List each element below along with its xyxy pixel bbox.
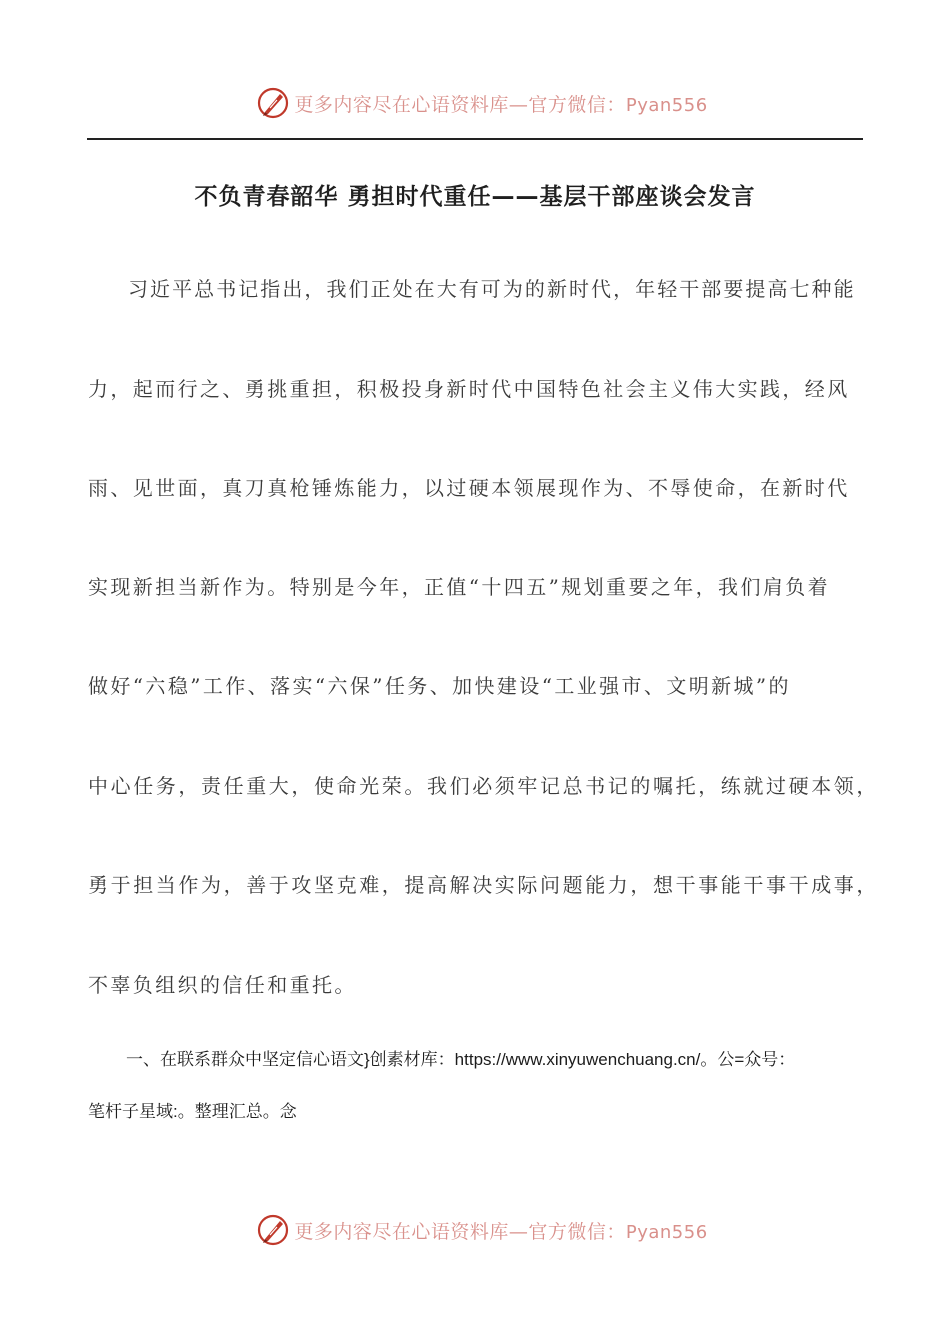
wechat-id: Pyan556 xyxy=(625,1221,708,1243)
paragraph-line: 不辜负组织的信任和重托。 xyxy=(88,973,357,997)
paragraph-line: 勇于担当作为，善于攻坚克难，提高解决实际问题能力，想干事能干事干成事， xyxy=(88,873,879,897)
paragraph-line: 中心任务，责任重大，使命光荣。我们必须牢记总书记的嘱托，练就过硬本领， xyxy=(88,774,879,798)
section-heading-line: 笔杆子星域:。整理汇总。念 xyxy=(88,1102,297,1121)
paragraph-line: 雨、见世面，真刀真枪锤炼能力，以过硬本领展现作为、不辱使命，在新时代 xyxy=(88,476,850,500)
footer-banner xyxy=(0,1212,950,1248)
quill-pen-logo-icon xyxy=(256,1213,290,1247)
paragraph-line: 力，起而行之、勇挑重担，积极投身新时代中国特色社会主义伟大实践，经风 xyxy=(88,377,850,401)
section-heading-line: 一、在联系群众中坚定信心语文}创素材库：https://www.xinyuwenchuang.cn/。公=众号： xyxy=(126,1050,796,1069)
document-title: 不负青春韶华 勇担时代重任——基层干部座谈会发言 xyxy=(194,184,756,210)
banner-text: 更多内容尽在心语资料库—官方微信：Pyan556 xyxy=(294,93,708,116)
quill-pen-logo-icon xyxy=(256,86,290,120)
banner-text: 更多内容尽在心语资料库—官方微信：Pyan556 xyxy=(294,1220,708,1243)
paragraph-line: 实现新担当新作为。特别是今年，正值“十四五”规划重要之年，我们肩负着 xyxy=(88,575,831,599)
header-divider xyxy=(87,138,863,140)
paragraph-line: 习近平总书记指出，我们正处在大有可为的新时代，年轻干部要提高七种能 xyxy=(128,277,856,301)
paragraph-line: 做好“六稳”工作、落实“六保”任务、加快建设“工业强市、文明新城”的 xyxy=(88,674,791,698)
header-banner xyxy=(0,85,950,121)
wechat-id: Pyan556 xyxy=(625,94,708,116)
